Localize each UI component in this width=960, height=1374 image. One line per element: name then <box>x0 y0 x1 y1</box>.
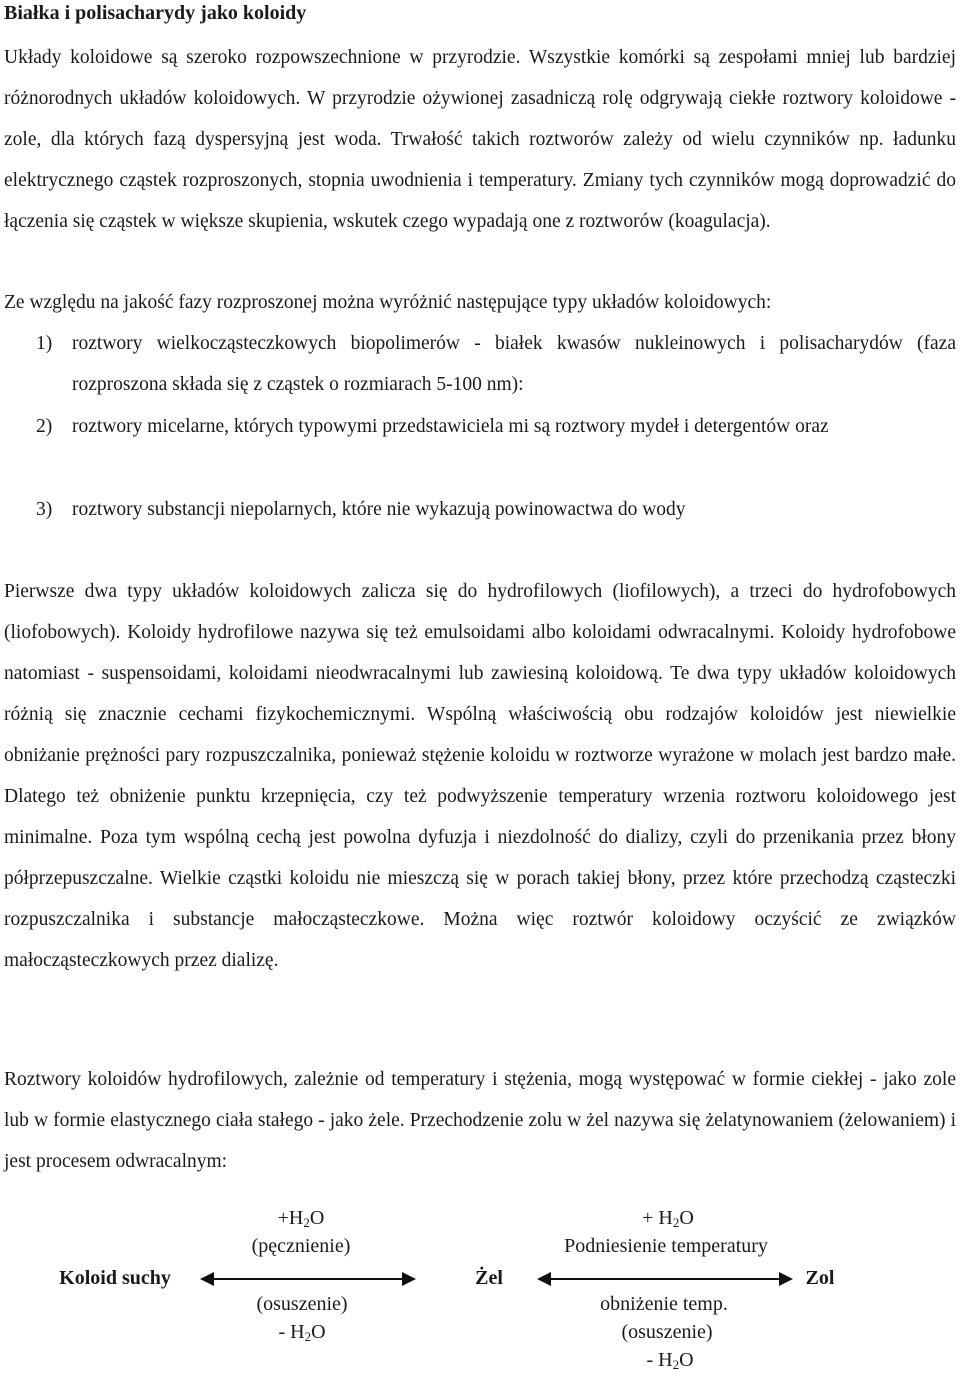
list-text: roztwory substancji niepolarnych, które nie wykazują powinowactwa do wody <box>72 499 686 520</box>
paragraph-gelation: Roztwory koloidów hydrofilowych, zależnie od temperatury i stężenia, mogą występować w formie ciekłej - jako zole lub w formie elastycznego ciała stałego - jako żele. Przechodzenie zolu w żel nazywa się żelatynowaniem (żelowaniem) i jest procesem odwracalnym: <box>4 1069 956 1172</box>
sol-label: Zol <box>805 1267 835 1289</box>
list-number: 1) <box>36 333 53 354</box>
list-number: 3) <box>36 499 53 520</box>
right-top-water: + $H_2O$ <box>642 1207 694 1230</box>
paragraph-types-intro: Ze względu na jakość fazy rozproszonej można wyróżnić następujące typy układów koloidowych: <box>4 292 772 313</box>
paragraph-intro: Układy koloidowe są szeroko rozpowszechnione w przyrodzie. Wszystkie komórki są zespołami mniej lub bardziej różnorodnych układów koloidowych. W przyrodzie ożywionej zasadniczą rolę odgrywają ciekłe roztwory koloidowe - zole, dla których fazą dyspersyjną jest woda. Trwałość takich roztworów zależy od wielu czynników np. ładunku elektrycznego cząstek rozproszonych, stopnia uwodnienia i temperatury. Zmiany tych czynników mogą doprowadzić do łączenia się cząstek w większe skupienia, wskutek czego wypadają one z roztworów (koagulacja). <box>4 47 956 232</box>
paragraph-hydrophilic: Pierwsze dwa typy układów koloidowych zalicza się do hydrofilowych (liofilowych), a trzeci do hydrofobowych (liofobowych). Koloidy hydrofilowe nazywa się też emulsoidami albo koloidami odwracalnymi. Koloidy hydrofobowe natomiast - suspensoidami, koloidami nieodwracalnymi lub zawiesiną koloidową. Te dwa typy układów koloidowych różnią się znacznie cechami fizykochemicznymi. Wspólną właściwością obu rodzajów koloidów jest niewielkie obniżanie prężności pary rozpuszczalnika, ponieważ stężenie koloidu w roztworze wyrażone w molach jest bardzo małe. Dlatego też obniżenie punktu krzepnięcia, czy też podwyższenie temperatury wrzenia roztworu koloidowego jest minimalne. Poza tym wspólną cechą jest powolna dyfuzja i niezdolność do dializy, czyli do przenikania przez błony półprzepuszczalne. Wielkie cząstki koloidu nie mieszczą się w porach takiej błony, przez które przechodzą cząsteczki rozpuszczalnika i substancje małocząsteczkowe. Można więc roztwór koloidowy oczyścić ze związków małocząsteczkowych przez dializę. <box>4 581 956 971</box>
right-bottom-water: - $H_2O$ <box>646 1349 694 1372</box>
dry-colloid-label: Koloid suchy <box>59 1267 171 1289</box>
right-bottom-label: (osuszenie) <box>621 1321 713 1343</box>
left-double-arrow <box>200 1269 416 1289</box>
left-bottom-label: (osuszenie) <box>256 1293 348 1315</box>
right-double-arrow <box>537 1269 793 1289</box>
right-bottom-temp: obniżenie temp. <box>600 1293 728 1315</box>
list-text: roztwory micelarne, których typowymi przedstawiciela mi są roztwory mydeł i detergentów oraz <box>72 416 829 437</box>
left-top-water: $+H_2O$ <box>277 1207 325 1230</box>
gel-label: Żel <box>475 1267 503 1289</box>
list-text: roztwory wielkocząsteczkowych biopolimerów - białek kwasów nukleinowych i polisacharydów (faza rozproszona składa się z cząstek o rozmiarach 5-100 nm): <box>72 333 956 395</box>
list-number: 2) <box>36 416 53 437</box>
right-top-label: Podniesienie temperatury <box>564 1235 768 1257</box>
gelation-diagram <box>0 1190 960 1374</box>
document-title: Białka i polisacharydy jako koloidy <box>4 2 307 24</box>
left-bottom-water: - $H_2O$ <box>278 1321 326 1344</box>
left-top-label: (pęcznienie) <box>251 1235 351 1257</box>
